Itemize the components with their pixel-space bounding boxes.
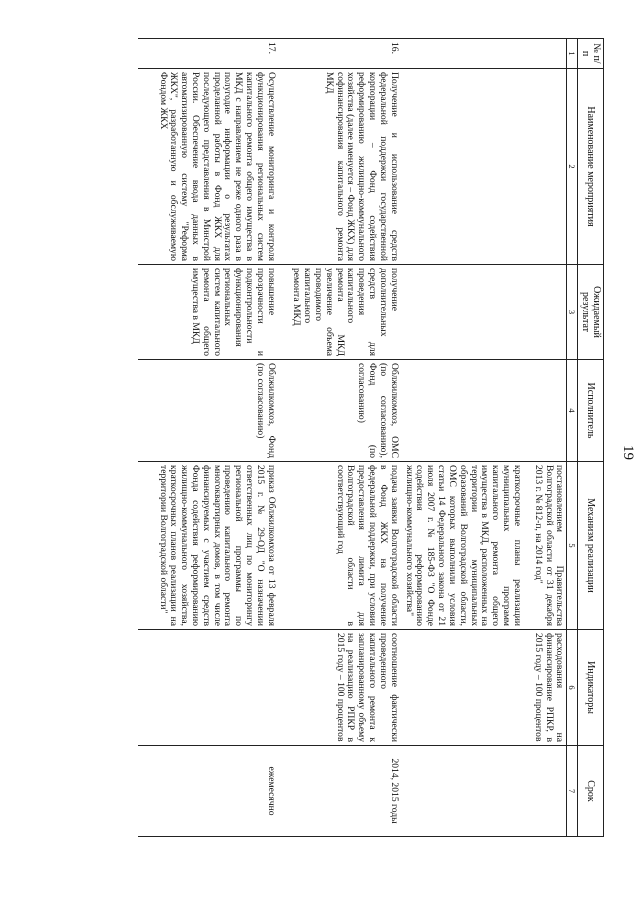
executor: Облжилкомхоз, Фонд (по согласованию) [138, 360, 278, 462]
mechanism-text: приказ Облжилкомхоза от 13 февраля 2015 г. № 29-ОД "О назначении ответственных лиц по мониторингу региональной программы по проведению капитального ремонта многоквартирных домов, в том числе финансируемых с участием средств Фонда содействия реформированию жилищно-коммунального хозяйства, краткосрочных планов реализации на территории Волгоградской области" [157, 465, 277, 626]
term: 2014, 2015 годы [278, 746, 401, 837]
mechanism-text: подача заявки Волгоградской области в Фонд ЖКХ на получение федеральной поддержки, при условии предоставления лимита для Волгоградской области в соответствующий год [334, 465, 400, 626]
mechanism-cell [401, 462, 567, 630]
indicators: соотношение фактически проведенного капитального ремонта к запланированному объему на реализацию РПКР в 2015 году – 100 процентов [278, 630, 401, 746]
column-number: 7 [567, 746, 578, 837]
expected-result [401, 265, 567, 360]
measure-name [401, 69, 567, 265]
header-name: Наименование мероприятия [578, 69, 604, 265]
mechanism-cell [278, 462, 401, 630]
mechanism-text: постановлением Правительства Волгоградской области от 31 декабря 2013 г. № 812-п, на 2014 год" [532, 465, 566, 626]
header-num: № п/п [578, 39, 604, 69]
table-row [278, 39, 401, 837]
column-number: 1 [567, 39, 578, 69]
column-number: 5 [567, 462, 578, 630]
column-number: 4 [567, 360, 578, 462]
indicators: расходования на финансирование РПКР, в 2015 году – 100 процентов [401, 630, 567, 746]
measures-table [138, 38, 604, 837]
row-number [401, 39, 567, 69]
column-number: 6 [567, 630, 578, 746]
column-number-row [567, 39, 578, 837]
header-row [578, 39, 604, 837]
column-number: 3 [567, 265, 578, 360]
measure-name: Осуществление мониторинга и контроля функционирования региональных систем капитального ремонта общего имущества в МКД с направлением не реже одного раза в полугодие информации о результатах проделанной работы в Фонд ЖКХ для последующего представления в Минстрой России. Обеспечение ввода данных в автоматизированную систему "Реформа ЖКХ", разработанную и обслуживаемую Фондом ЖКХ [138, 69, 278, 265]
row-number: 16. [278, 39, 401, 69]
table-row [138, 39, 278, 837]
column-number: 2 [567, 69, 578, 265]
row-number: 17. [138, 39, 278, 69]
header-indicators: Индикаторы [578, 630, 604, 746]
indicators [138, 630, 278, 746]
header-term: Срок [578, 746, 604, 837]
term [401, 746, 567, 837]
mechanism-cell [138, 462, 278, 630]
page-number: 19 [620, 445, 636, 460]
mechanism-text: краткосрочные планы реализации муниципальных программ капитального ремонта общего имущества в МКД, расположенных на территории муниципальных образований Волгоградской области, ОМС которых выполнили условия статьи 14 Федерального закона от 21 июля 2007 г. № 185-ФЗ "О Фонде содействия реформированию жилищно-коммунального хозяйства" [403, 465, 523, 626]
expected-result: получение дополнительных средств для проведения капитального ремонта МКД увеличение объема проводимого капитального ремонта МКД [278, 265, 401, 360]
table-row [401, 39, 567, 837]
executor: Облжилкомхоз, ОМС (по согласованию), Фонд (по согласованию) [278, 360, 401, 462]
executor [401, 360, 567, 462]
header-result: Ожидаемый результат [578, 265, 604, 360]
expected-result: повышение прозрачности и подконтрольности функционирования региональных систем капитального ремонта общего имущества в МКД [138, 265, 278, 360]
header-executor: Исполнитель [578, 360, 604, 462]
term: ежемесячно [138, 746, 278, 837]
header-mechanism: Механизм реализации [578, 462, 604, 630]
measure-name: Получение и использование средств федеральной поддержки государственной корпорации – Фонд содействия реформированию жилищно-коммунального хозяйства (далее именуется – Фонд ЖКХ) для софинансирования капитального ремонта МКД [278, 69, 401, 265]
